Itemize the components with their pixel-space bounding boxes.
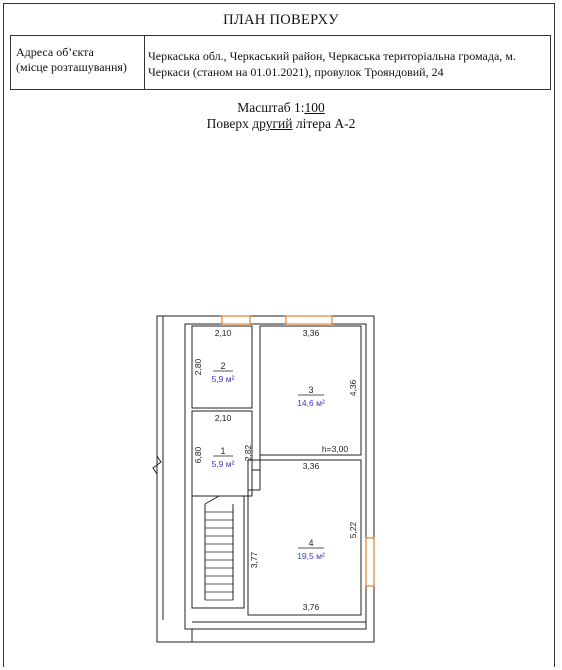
dim-room4-side-left: 3,77 bbox=[249, 551, 259, 569]
room-2-area: 5,9 м² bbox=[211, 374, 235, 384]
window-room-3 bbox=[286, 316, 332, 324]
address-label-line1: Адреса об’єкта bbox=[16, 45, 94, 59]
dim-room3-top: 3,36 bbox=[302, 328, 320, 338]
inner-wall-outline bbox=[185, 324, 366, 629]
address-value-line2: Черкаси (станом на 01.01.2021), провулок Трояндовий, 24 bbox=[148, 65, 444, 79]
dim-room1-top: 2,10 bbox=[214, 413, 232, 423]
floor-suffix: літера А-2 bbox=[292, 116, 356, 131]
outer-wall-outline bbox=[157, 316, 374, 642]
plan-walls bbox=[153, 316, 374, 642]
room-2-number: 2 bbox=[220, 361, 226, 371]
room-1-number: 1 bbox=[220, 446, 226, 456]
scale-prefix: Масштаб 1: bbox=[237, 100, 305, 115]
scale-value: 100 bbox=[304, 100, 325, 115]
address-value-line1: Черкаська обл., Черкаський район, Черкаська територіальна громада, м. bbox=[148, 49, 516, 63]
floor-prefix: Поверх bbox=[206, 116, 253, 131]
dim-room3-bottom: 3,36 bbox=[302, 461, 320, 471]
dim-room3-height: h=3,00 bbox=[321, 444, 349, 454]
page-title: ПЛАН ПОВЕРХУ bbox=[223, 12, 339, 28]
room-3-number: 3 bbox=[308, 385, 314, 395]
dim-room1-side: 6,80 bbox=[193, 446, 203, 464]
room-4-outline bbox=[248, 460, 361, 615]
dim-room4-bottom: 3,76 bbox=[302, 602, 320, 612]
dim-room3-side: 4,36 bbox=[348, 379, 358, 397]
floor-name: другий bbox=[252, 116, 293, 131]
stair-arrow bbox=[205, 496, 219, 504]
dim-room1-right: 2,82 bbox=[243, 444, 253, 462]
dim-room2-side: 2,80 bbox=[193, 358, 203, 376]
address-label-line2: (місце розташування) bbox=[16, 60, 127, 74]
room-3-area: 14,6 м² bbox=[297, 398, 325, 408]
room-4-number: 4 bbox=[308, 538, 314, 548]
dim-room2-top: 2,10 bbox=[214, 328, 232, 338]
window-room-4 bbox=[366, 538, 374, 586]
dim-room4-side-right: 5,22 bbox=[348, 521, 358, 539]
room-4-area: 19,5 м² bbox=[297, 551, 325, 561]
window-room-2 bbox=[222, 316, 250, 324]
room-1-area: 5,9 м² bbox=[211, 459, 235, 469]
stair-treads bbox=[205, 512, 233, 600]
